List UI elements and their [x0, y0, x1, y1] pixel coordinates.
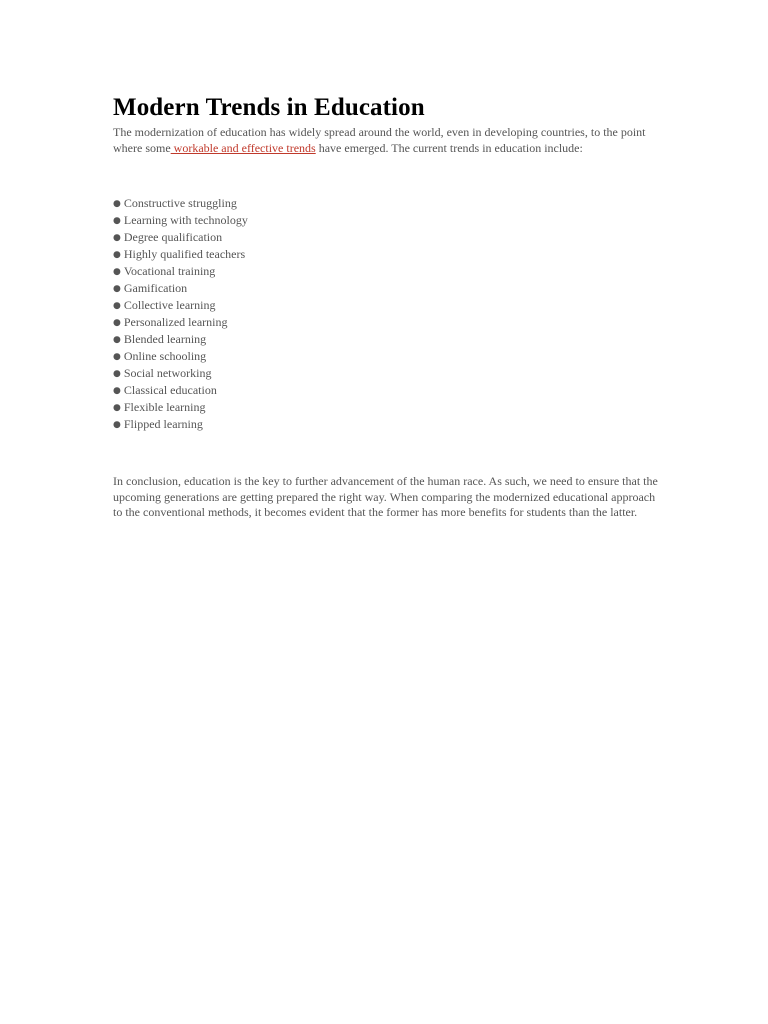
list-item — [113, 417, 658, 434]
list-item — [113, 247, 658, 264]
list-item — [113, 230, 658, 247]
list-item — [113, 383, 658, 400]
list-item — [113, 213, 658, 230]
conclusion-paragraph: In conclusion, education is the key to further advancement of the human race. As such, we need to ensure that the upcoming generations are getting prepared the right way. When comparing the modernized educational approach to the conventional methods, it becomes evident that the former has more benefits for students than the latter. — [113, 474, 658, 519]
list-item-label: Flipped learning — [123, 417, 203, 431]
list-item — [113, 196, 658, 213]
intro-paragraph — [113, 124, 658, 156]
list-item-label: Gamification — [123, 281, 188, 295]
bullet-icon: ● — [113, 199, 121, 209]
list-item-label: Degree qualification — [123, 230, 223, 244]
list-item-label: Collective learning — [123, 298, 216, 312]
list-item-label: Classical education — [123, 383, 217, 397]
workable-trends-link[interactable]: workable and effective trends — [170, 141, 316, 155]
bullet-icon: ● — [113, 284, 121, 294]
bullet-icon: ● — [113, 301, 121, 311]
list-item — [113, 332, 658, 349]
document-page — [113, 92, 658, 521]
bullet-icon: ● — [113, 267, 121, 277]
list-item — [113, 366, 658, 383]
list-item — [113, 315, 658, 332]
list-item — [113, 349, 658, 366]
list-item — [113, 400, 658, 417]
list-item-label: Social networking — [123, 366, 212, 380]
bullet-icon: ● — [113, 369, 121, 379]
list-item-label: Flexible learning — [123, 400, 206, 414]
list-item-label: Learning with technology — [123, 213, 248, 227]
bullet-icon: ● — [113, 233, 121, 243]
bullet-icon: ● — [113, 386, 121, 396]
list-item — [113, 281, 658, 298]
list-item-label: Vocational training — [123, 264, 216, 278]
list-item — [113, 298, 658, 315]
list-item-label: Personalized learning — [123, 315, 228, 329]
bullet-icon: ● — [113, 250, 121, 260]
bullet-icon: ● — [113, 216, 121, 226]
bullet-icon: ● — [113, 420, 121, 430]
bullet-icon: ● — [113, 403, 121, 413]
bullet-icon: ● — [113, 335, 121, 345]
list-item-label: Online schooling — [123, 349, 207, 363]
intro-text-after-link: have emerged. The current trends in education include: — [315, 141, 583, 155]
list-item-label: Blended learning — [123, 332, 207, 346]
intro-text-before-link: The modernization of education has widely spread around the world, even in developing countries, to the point where some — [113, 125, 646, 155]
trends-list — [113, 196, 658, 434]
list-item-label: Highly qualified teachers — [123, 247, 246, 261]
bullet-icon: ● — [113, 352, 121, 362]
list-item-label: Constructive struggling — [123, 196, 237, 210]
bullet-icon: ● — [113, 318, 121, 328]
page-title: Modern Trends in Education — [113, 94, 425, 121]
list-item — [113, 264, 658, 281]
